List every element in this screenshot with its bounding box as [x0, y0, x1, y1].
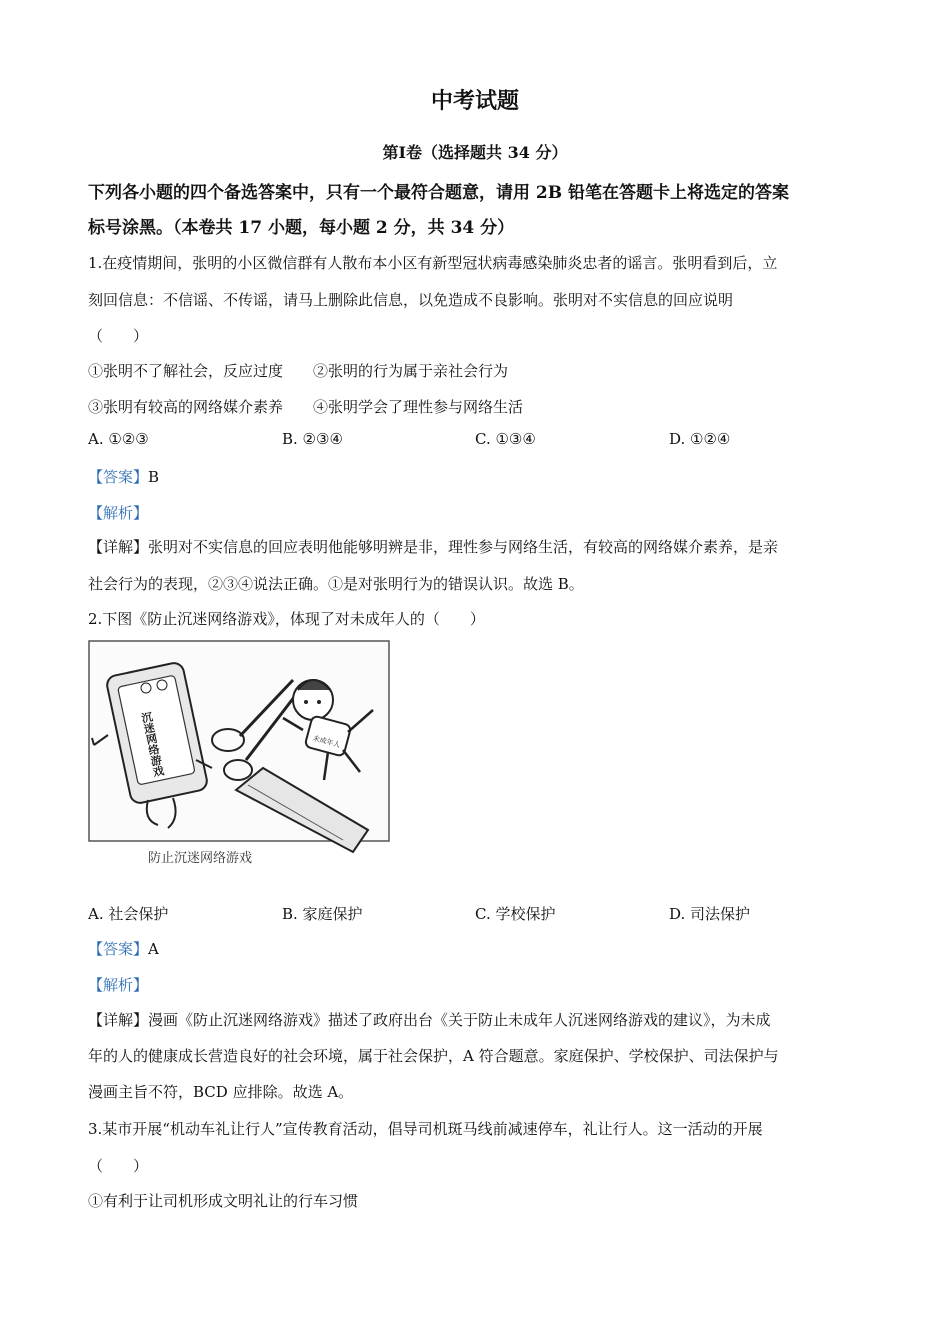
q2-detail-line-1: 【详解】漫画《防止沉迷网络游戏》描述了政府出台《关于防止未成年人沉迷网络游戏的建议》，为未成 [88, 1011, 771, 1029]
q3-statement-1: ①有利于让司机形成文明礼让的行车习惯 [88, 1192, 359, 1210]
q3-stem-line-1: 3.某市开展“机动车礼让行人”宣传教育活动，倡导司机斑马线前减速停车，礼让行人。这一活动的开展 [88, 1120, 763, 1138]
q1-option-a: A. ①②③ [88, 430, 149, 448]
q1-detail-line-2: 社会行为的表现，②③④说法正确。①是对张明行为的错误认识。故选 B。 [88, 575, 584, 593]
answer-label: 【答案】 [88, 468, 149, 486]
q1-stem-line-1: 1.在疫情期间，张明的小区微信群有人散布本小区有新型冠状病毒感染肺炎忠者的谣言。张明看到后，立 [88, 254, 778, 272]
q2-analysis-label: 【解析】 [88, 976, 149, 994]
instructions-line-1: 下列各小题的四个备选答案中，只有一个最符合题意，请用 2B 铅笔在答题卡上将选定的答案 [88, 183, 790, 203]
comic-caption: 防止沉迷网络游戏 [148, 851, 253, 866]
answer-value: A [148, 940, 159, 958]
q1-statement-2: ③张明有较高的网络媒介素养 ④张明学会了理性参与网络生活 [88, 398, 524, 416]
section-heading: 第Ⅰ卷（选择题共 34 分） [382, 143, 568, 162]
q2-option-b: B. 家庭保护 [282, 905, 363, 923]
q2-option-d: D. 司法保护 [669, 905, 751, 923]
answer-label: 【答案】 [88, 940, 149, 958]
q2-option-a: A. 社会保护 [88, 905, 169, 923]
q1-analysis-label: 【解析】 [88, 504, 149, 522]
q2-detail-line-2: 年的人的健康成长营造良好的社会环境，属于社会保护，A 符合题意。家庭保护、学校保护、司法保护与 [88, 1047, 779, 1065]
q2-stem: 2.下图《防止沉迷网络游戏》，体现了对未成年人的（ ） [88, 610, 485, 628]
q3-stem-line-2: （ ） [88, 1157, 149, 1175]
q1-option-c: C. ①③④ [475, 430, 536, 448]
instructions-line-2: 标号涂黑。（本卷共 17 小题，每小题 2 分，共 34 分） [88, 218, 515, 238]
answer-value: B [148, 468, 160, 486]
q1-answer [88, 466, 159, 487]
q2-answer [88, 938, 159, 959]
q1-statement-1: ①张明不了解社会，反应过度 ②张明的行为属于亲社会行为 [88, 362, 509, 380]
q1-option-d: D. ①②④ [669, 430, 731, 448]
q1-stem-line-3: （ ） [88, 327, 149, 345]
q1-option-b: B. ②③④ [282, 430, 343, 448]
page-title: 中考试题 [430, 88, 519, 114]
child-label: 未成年人 [311, 734, 342, 750]
q1-stem-line-2: 刻回信息：不信谣、不传谣，请马上删除此信息，以免造成不良影响。张明对不实信息的回应说明 [88, 291, 734, 309]
q1-detail-line-1: 【详解】张明对不实信息的回应表明他能够明辨是非，理性参与网络生活，有较高的网络媒介素养，是亲 [88, 538, 779, 556]
q2-detail-line-3: 漫画主旨不符，BCD 应排除。故选 A。 [88, 1083, 354, 1101]
phone-label: 沉迷网络游戏 [139, 710, 166, 778]
comic-illustration [88, 640, 390, 870]
q2-option-c: C. 学校保护 [475, 905, 556, 923]
